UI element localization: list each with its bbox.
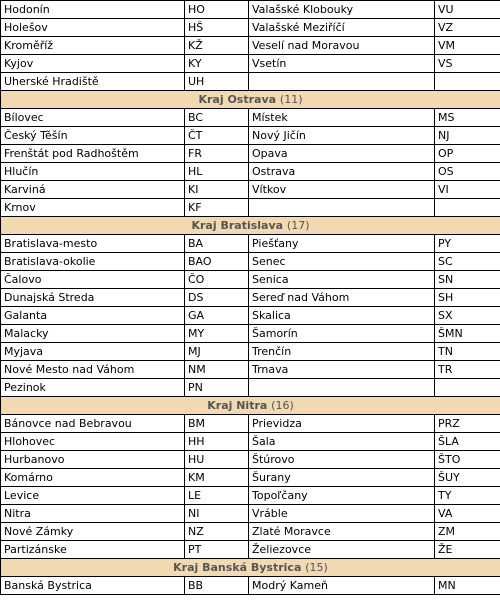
district-name-cell — [249, 379, 435, 397]
district-code-cell: KŽ — [185, 37, 249, 55]
district-code-cell: NI — [185, 505, 249, 523]
district-name-cell: Skalica — [249, 307, 435, 325]
district-code-cell: MJ — [185, 343, 249, 361]
district-name-cell: Galanta — [1, 307, 185, 325]
district-code-cell: VA — [435, 505, 500, 523]
district-name-cell: Pezinok — [1, 379, 185, 397]
table-row — [1, 1, 500, 19]
district-code-cell: BM — [185, 415, 249, 433]
table-row — [1, 541, 500, 559]
district-name-cell: Modrý Kameň — [249, 577, 435, 595]
district-code-cell: ŠMN — [435, 325, 500, 343]
district-name-cell — [249, 73, 435, 91]
table-row — [1, 253, 500, 271]
district-code-cell: KF — [185, 199, 249, 217]
district-code-cell — [435, 73, 500, 91]
district-code-cell: PRZ — [435, 415, 500, 433]
table-row — [1, 577, 500, 595]
district-code-cell: NM — [185, 361, 249, 379]
district-name-cell: Šurany — [249, 469, 435, 487]
table-row — [1, 271, 500, 289]
district-name-cell: Trenčín — [249, 343, 435, 361]
district-code-cell: BAO — [185, 253, 249, 271]
district-code-cell: BA — [185, 235, 249, 253]
table-row — [1, 163, 500, 181]
region-count: (11) — [279, 93, 303, 106]
district-name-cell: Trnava — [249, 361, 435, 379]
table-row — [1, 181, 500, 199]
district-code-cell: SX — [435, 307, 500, 325]
district-name-cell: Malacky — [1, 325, 185, 343]
district-code-cell: PY — [435, 235, 500, 253]
district-name-cell: Hodonín — [1, 1, 185, 19]
table-body — [1, 1, 500, 595]
district-name-cell: Hurbanovo — [1, 451, 185, 469]
district-name-cell: Banská Bystrica — [1, 577, 185, 595]
district-code-cell: ŠLA — [435, 433, 500, 451]
district-code-cell: SH — [435, 289, 500, 307]
district-code-cell: ŠTO — [435, 451, 500, 469]
table-row — [1, 145, 500, 163]
district-name-cell: Bílovec — [1, 109, 185, 127]
table-row — [1, 55, 500, 73]
district-name-cell: Topoľčany — [249, 487, 435, 505]
district-code-cell: SC — [435, 253, 500, 271]
district-code-cell: MN — [435, 577, 500, 595]
district-code-cell: VI — [435, 181, 500, 199]
district-code-cell: VM — [435, 37, 500, 55]
district-name-cell: Veselí nad Moravou — [249, 37, 435, 55]
district-code-cell — [435, 379, 500, 397]
table-row — [1, 235, 500, 253]
district-name-cell: Karviná — [1, 181, 185, 199]
region-header — [1, 559, 500, 577]
district-name-cell: Bratislava-okolie — [1, 253, 185, 271]
district-code-cell: ZM — [435, 523, 500, 541]
district-code-cell: HO — [185, 1, 249, 19]
district-code-cell: PN — [185, 379, 249, 397]
district-code-cell — [435, 199, 500, 217]
district-name-cell: Český Těšín — [1, 127, 185, 145]
district-name-cell: Štúrovo — [249, 451, 435, 469]
table-row — [1, 199, 500, 217]
district-code-cell: OS — [435, 163, 500, 181]
region-name: Kraj Nitra — [207, 399, 268, 412]
district-name-cell: Sereď nad Váhom — [249, 289, 435, 307]
district-name-cell: Kroměříž — [1, 37, 185, 55]
district-code-cell: KM — [185, 469, 249, 487]
region-header — [1, 217, 500, 235]
region-header — [1, 397, 500, 415]
district-code-cell: VS — [435, 55, 500, 73]
district-name-cell: Vítkov — [249, 181, 435, 199]
district-name-cell: Frenštát pod Radhoštěm — [1, 145, 185, 163]
district-name-cell: Nové Zámky — [1, 523, 185, 541]
table-row — [1, 523, 500, 541]
district-name-cell: Myjava — [1, 343, 185, 361]
region-header-row — [1, 91, 500, 109]
region-name: Kraj Ostrava — [198, 93, 277, 106]
district-name-cell: Vsetín — [249, 55, 435, 73]
district-name-cell: Krnov — [1, 199, 185, 217]
table-row — [1, 109, 500, 127]
district-code-cell: MY — [185, 325, 249, 343]
district-name-cell: Bánovce nad Bebravou — [1, 415, 185, 433]
region-header — [1, 91, 500, 109]
district-code-cell: ŽE — [435, 541, 500, 559]
district-name-cell: Ostrava — [249, 163, 435, 181]
district-name-cell: Šamorín — [249, 325, 435, 343]
district-code-cell: TR — [435, 361, 500, 379]
district-code-cell: LE — [185, 487, 249, 505]
district-code-cell: ČO — [185, 271, 249, 289]
district-name-cell: Nový Jičín — [249, 127, 435, 145]
district-code-cell: BC — [185, 109, 249, 127]
region-name: Kraj Banská Bystrica — [173, 561, 302, 574]
district-name-cell: Komárno — [1, 469, 185, 487]
district-code-cell: OP — [435, 145, 500, 163]
district-code-cell: NZ — [185, 523, 249, 541]
district-code-cell: HH — [185, 433, 249, 451]
district-name-cell: Hlohovec — [1, 433, 185, 451]
table-row — [1, 361, 500, 379]
district-code-cell: SN — [435, 271, 500, 289]
table-row — [1, 289, 500, 307]
district-name-cell: Nitra — [1, 505, 185, 523]
region-header-row — [1, 217, 500, 235]
district-code-cell: HL — [185, 163, 249, 181]
district-code-cell: DS — [185, 289, 249, 307]
district-code-cell: TY — [435, 487, 500, 505]
district-code-cell: KY — [185, 55, 249, 73]
district-name-cell: Prievidza — [249, 415, 435, 433]
district-name-cell: Dunajská Streda — [1, 289, 185, 307]
district-code-cell: VZ — [435, 19, 500, 37]
district-name-cell: Kyjov — [1, 55, 185, 73]
region-count: (16) — [271, 399, 294, 412]
district-code-cell: HU — [185, 451, 249, 469]
district-code-cell: HŠ — [185, 19, 249, 37]
district-name-cell: Senec — [249, 253, 435, 271]
district-code-cell: ČT — [185, 127, 249, 145]
district-code-cell: VU — [435, 1, 500, 19]
district-code-cell: KI — [185, 181, 249, 199]
table-row — [1, 379, 500, 397]
district-name-cell: Levice — [1, 487, 185, 505]
district-code-cell: ŠUY — [435, 469, 500, 487]
table-row — [1, 127, 500, 145]
district-name-cell: Čalovo — [1, 271, 185, 289]
district-name-cell: Partizánske — [1, 541, 185, 559]
district-name-cell: Valašské Meziříčí — [249, 19, 435, 37]
district-code-cell: MS — [435, 109, 500, 127]
district-code-cell: GA — [185, 307, 249, 325]
district-name-cell: Šala — [249, 433, 435, 451]
table-row — [1, 307, 500, 325]
district-code-cell: NJ — [435, 127, 500, 145]
district-name-cell: Uherské Hradiště — [1, 73, 185, 91]
district-code-cell: PT — [185, 541, 249, 559]
region-count: (15) — [305, 561, 328, 574]
district-name-cell: Zlaté Moravce — [249, 523, 435, 541]
table-row — [1, 343, 500, 361]
table-row — [1, 415, 500, 433]
table-row — [1, 37, 500, 55]
table-row — [1, 19, 500, 37]
district-name-cell — [249, 199, 435, 217]
district-code-cell: UH — [185, 73, 249, 91]
district-name-cell: Nové Mesto nad Váhom — [1, 361, 185, 379]
district-code-cell: TN — [435, 343, 500, 361]
district-name-cell: Místek — [249, 109, 435, 127]
region-header-row — [1, 559, 500, 577]
region-header-row — [1, 397, 500, 415]
district-name-cell: Hlučín — [1, 163, 185, 181]
district-name-cell: Valašské Klobouky — [249, 1, 435, 19]
table-row — [1, 469, 500, 487]
region-count: (17) — [286, 219, 310, 232]
district-name-cell: Holešov — [1, 19, 185, 37]
region-name: Kraj Bratislava — [191, 219, 284, 232]
table-row — [1, 433, 500, 451]
district-name-cell: Piešťany — [249, 235, 435, 253]
district-name-cell: Želiezovce — [249, 541, 435, 559]
district-name-cell: Bratislava-mesto — [1, 235, 185, 253]
district-name-cell: Vráble — [249, 505, 435, 523]
table-row — [1, 325, 500, 343]
district-name-cell: Senica — [249, 271, 435, 289]
district-code-cell: BB — [185, 577, 249, 595]
table-row — [1, 451, 500, 469]
table-row — [1, 487, 500, 505]
table-row — [1, 73, 500, 91]
district-name-cell: Opava — [249, 145, 435, 163]
table-row — [1, 505, 500, 523]
district-code-cell: FR — [185, 145, 249, 163]
